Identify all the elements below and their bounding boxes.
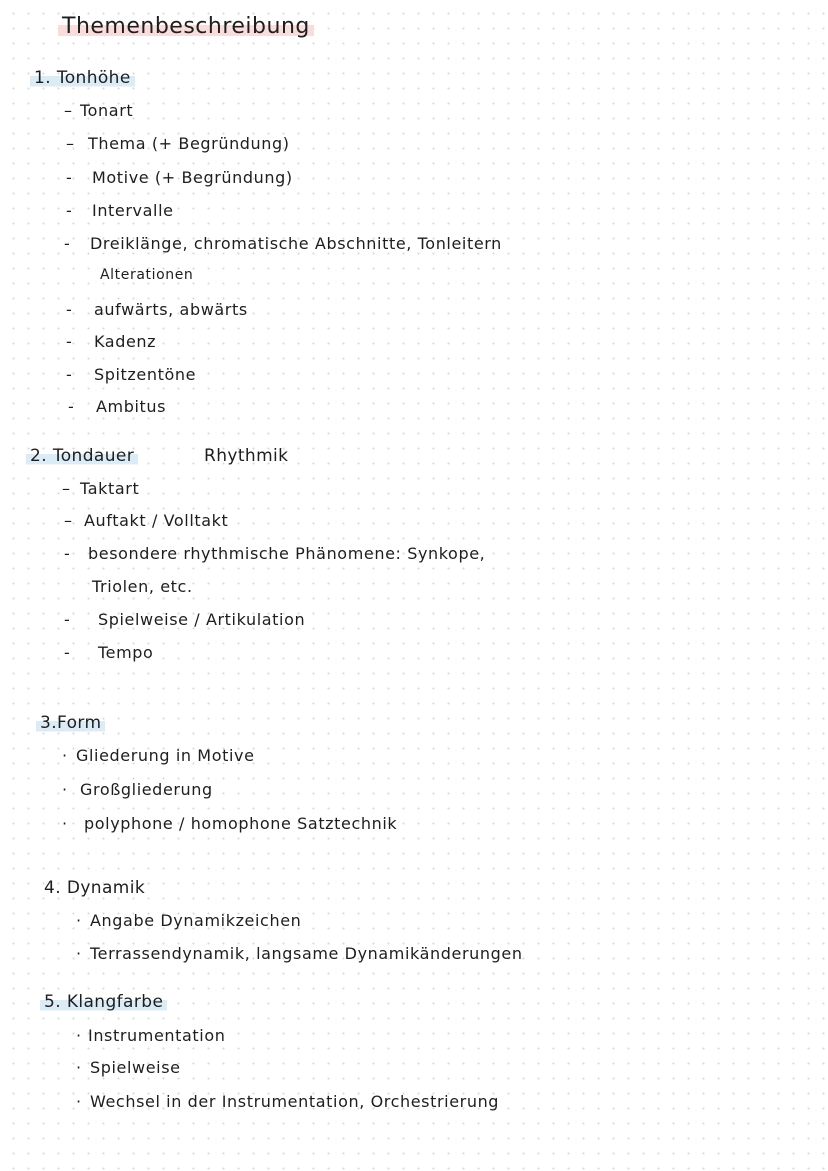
list-item: Instrumentation (88, 1026, 226, 1045)
list-item: Taktart (80, 479, 140, 498)
bullet-marker: · (62, 814, 68, 833)
section-2-aside: Rhythmik (204, 446, 289, 466)
dash-marker: - (66, 332, 72, 351)
list-item: aufwärts, abwärts (94, 300, 248, 319)
dash-marker: - (66, 365, 72, 384)
section-5-heading: 5. Klangfarbe (40, 992, 167, 1012)
list-item: Tempo (98, 643, 154, 662)
list-item: Dreiklänge, chromatische Abschnitte, Tonleitern (90, 234, 502, 253)
list-item: besondere rhythmische Phänomene: Synkope, (88, 544, 486, 563)
bullet-marker: · (62, 780, 68, 799)
list-item: Intervalle (92, 201, 174, 220)
list-item: Angabe Dynamikzeichen (90, 911, 302, 930)
list-item: Gliederung in Motive (76, 746, 255, 765)
list-item: Auftakt / Volltakt (84, 511, 229, 530)
list-item: Spitzentöne (94, 365, 197, 384)
dash-marker: – (64, 511, 72, 530)
list-item-continuation: Triolen, etc. (92, 577, 193, 596)
dash-marker: - (68, 397, 74, 416)
section-2-heading: 2. Tondauer (26, 446, 138, 466)
dash-marker: - (66, 201, 72, 220)
dash-marker: – (64, 101, 72, 120)
list-item: Spielweise (90, 1058, 181, 1077)
dash-marker: - (64, 544, 70, 563)
section-4-heading: 4. Dynamik (44, 878, 146, 898)
dash-marker: – (62, 479, 70, 498)
dash-marker: - (64, 610, 70, 629)
dash-marker: - (64, 643, 70, 662)
bullet-marker: · (76, 1026, 82, 1045)
list-item: Tonart (80, 101, 134, 120)
bullet-marker: · (76, 911, 82, 930)
list-item-continuation: Alterationen (100, 267, 194, 283)
list-item: Ambitus (96, 397, 167, 416)
list-item: Großgliederung (80, 780, 213, 799)
section-1-heading: 1. Tonhöhe (30, 68, 135, 88)
dash-marker: - (66, 168, 72, 187)
list-item: Motive (+ Begründung) (92, 168, 293, 187)
list-item: Thema (+ Begründung) (88, 134, 290, 153)
bullet-marker: · (76, 1092, 82, 1111)
list-item: Kadenz (94, 332, 157, 351)
bullet-marker: · (62, 746, 68, 765)
list-item: polyphone / homophone Satztechnik (84, 814, 398, 833)
dash-marker: - (64, 234, 70, 253)
list-item: Terrassendynamik, langsame Dynamikänderungen (90, 944, 523, 963)
page-title: Themenbeschreibung (58, 14, 314, 39)
dash-marker: – (66, 134, 74, 153)
list-item: Spielweise / Artikulation (98, 610, 306, 629)
bullet-marker: · (76, 1058, 82, 1077)
list-item: Wechsel in der Instrumentation, Orchestrierung (90, 1092, 500, 1111)
section-3-heading: 3.Form (36, 713, 105, 733)
dash-marker: - (66, 300, 72, 319)
bullet-marker: · (76, 944, 82, 963)
